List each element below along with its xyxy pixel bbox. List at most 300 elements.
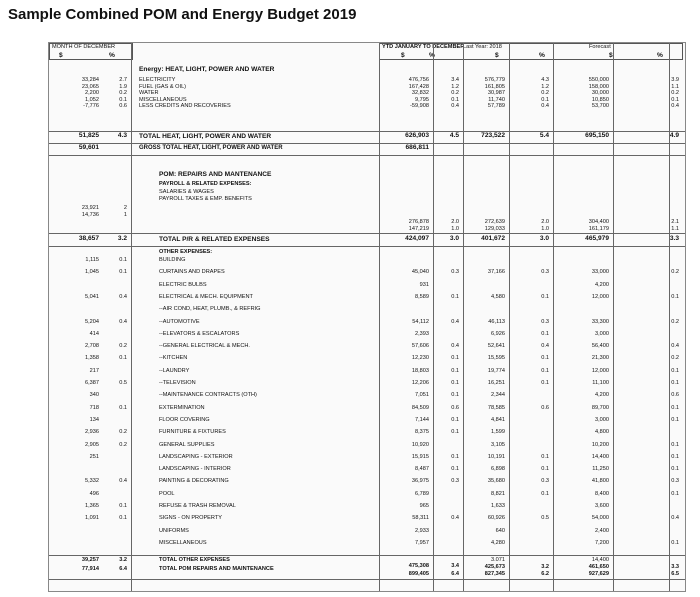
- cell: 0.2: [119, 441, 127, 448]
- cell: 7,957: [415, 539, 429, 546]
- other-expense-label: --KITCHEN: [159, 355, 188, 362]
- cell: 0.2: [119, 90, 127, 96]
- cell: 0.1: [671, 539, 679, 546]
- other-expense-label: --MAINTENANCE CONTRACTS (OTH): [159, 392, 257, 399]
- cell: 10,191: [487, 453, 505, 460]
- cell: 33,000: [591, 269, 609, 276]
- other-expense-label: LANDSCAPING - INTERIOR: [159, 466, 231, 473]
- cell: 0.1: [671, 416, 679, 423]
- cell: 4,580: [491, 293, 505, 300]
- cell: 0.1: [541, 330, 549, 337]
- cell: 965: [419, 503, 429, 509]
- payroll-month-pct-col: [109, 205, 127, 218]
- cell: 1,115: [85, 257, 99, 263]
- cell: 30,000: [591, 90, 609, 96]
- payroll-ytd-pct-col: [439, 219, 459, 232]
- cell: 54,112: [412, 318, 429, 325]
- cell: 18,803: [411, 367, 429, 374]
- cell: 0.4: [451, 103, 459, 109]
- cell: 3,105: [491, 441, 505, 448]
- cell: 686,811: [405, 144, 429, 151]
- cell: 2,200: [85, 90, 99, 96]
- cell: 0.1: [671, 453, 679, 460]
- cell: 0.1: [541, 355, 549, 362]
- cell: 425,673: [484, 564, 505, 570]
- cell: 12,000: [591, 367, 609, 374]
- cell: 0.3: [541, 478, 549, 485]
- cell: 3.2: [119, 557, 127, 563]
- cell: 0.2: [119, 343, 127, 350]
- energy-item: MISCELLANEOUS: [139, 96, 187, 103]
- cell: 84,509: [411, 404, 429, 411]
- ytd-header: YTD JANUARY TO DECEMBER: [382, 44, 465, 50]
- cell: 0.1: [671, 293, 679, 300]
- cell: 10,200: [591, 441, 609, 448]
- cell: 3.0: [449, 235, 459, 242]
- cell: 38,657: [78, 235, 99, 242]
- cell: 8,375: [415, 429, 429, 436]
- cell: 4,200: [595, 281, 609, 288]
- energy-item: FUEL (GAS & OIL): [139, 83, 187, 90]
- cell: 0.1: [451, 453, 459, 460]
- cell: 0.1: [119, 257, 127, 263]
- budget-sheet: [48, 42, 686, 592]
- cell: 414: [89, 330, 99, 337]
- payroll-fc-col: [559, 219, 609, 232]
- other-expense-label: EXTERMINATION: [159, 404, 205, 411]
- cell: 23,065: [81, 83, 99, 90]
- cell: 15,595: [487, 355, 505, 362]
- cell: 8,487: [415, 466, 429, 473]
- cell: 1.9: [119, 83, 127, 90]
- ly-dollar-header: $: [495, 52, 499, 59]
- cell: 4,200: [595, 392, 609, 399]
- cell: 0.3: [671, 478, 679, 485]
- cell: 12,230: [411, 355, 429, 362]
- cell: 0.1: [541, 453, 549, 460]
- cell: 0.2: [541, 90, 549, 96]
- cell: 0.1: [119, 355, 127, 362]
- cell: 14,400: [591, 453, 609, 460]
- cell: 0.3: [451, 269, 459, 276]
- cell: 41,800: [591, 478, 609, 485]
- cell: 1.1: [671, 83, 679, 90]
- payroll-items: [159, 189, 252, 202]
- cell: 465,979: [585, 235, 609, 242]
- other-expense-label: REFUSE & TRASH REMOVAL: [159, 503, 236, 509]
- cell: 6.2: [541, 571, 549, 577]
- cell: 2,905: [85, 441, 99, 448]
- cell: 3,000: [595, 330, 609, 337]
- cell: 53,700: [591, 103, 609, 109]
- cell: 0.3: [451, 478, 459, 485]
- cell: 0.1: [119, 96, 127, 103]
- cell: 4.5: [449, 132, 459, 139]
- cell: 0.3: [541, 318, 549, 325]
- cell: 0.5: [541, 515, 549, 522]
- cell: 0.1: [451, 392, 459, 399]
- cell: 1.0: [541, 225, 549, 232]
- cell: 276,878: [408, 219, 429, 225]
- energy-item: ELECTRICITY: [139, 77, 176, 83]
- other-expense-label: LANDSCAPING - EXTERIOR: [159, 453, 233, 460]
- cell: -7,776: [83, 103, 99, 109]
- cell: 718: [89, 404, 99, 411]
- cell: 0.4: [119, 293, 127, 300]
- payroll-total-label: TOTAL P/R & RELATED EXPENSES: [159, 236, 270, 243]
- other-expense-label: GENERAL SUPPLIES: [159, 441, 215, 448]
- cell: 8,400: [595, 490, 609, 497]
- cell: 0.1: [671, 404, 679, 411]
- other-expense-label: POOL: [159, 490, 175, 497]
- cell: 0.1: [451, 293, 459, 300]
- cell: 0.5: [119, 380, 127, 386]
- cell: 12,000: [591, 293, 609, 300]
- cell: 931: [419, 281, 429, 288]
- cell: 161,179: [588, 225, 609, 232]
- cell: 0.4: [671, 103, 679, 109]
- cell: 46,113: [488, 318, 505, 325]
- cell: 0.1: [451, 355, 459, 362]
- ytd-pct-header: %: [429, 52, 435, 59]
- other-expense-label: MISCELLANEOUS: [159, 539, 207, 546]
- cell: 3.3: [669, 235, 679, 242]
- energy-fc-pct-col: [649, 77, 679, 110]
- pom-title: POM: REPAIRS AND MANTENANCE: [159, 171, 272, 178]
- cell: 251: [89, 453, 99, 460]
- cell: 0.1: [671, 490, 679, 497]
- ly-pct-header: %: [539, 52, 545, 59]
- cell: 56,400: [591, 343, 609, 350]
- other-expense-label: CURTAINS AND DRAPES: [159, 269, 225, 276]
- other-expense-label: --GENERAL ELECTRICAL & MECH.: [159, 343, 250, 350]
- cell: 3.4: [451, 77, 459, 83]
- cell: 4.3: [541, 77, 549, 83]
- forecast-header: Forecast: [589, 44, 611, 50]
- payroll-month-col: [51, 205, 99, 218]
- cell: 0.1: [541, 96, 549, 103]
- cell: 58,311: [412, 515, 429, 522]
- month-header: MONTH OF DECEMBER: [52, 44, 116, 50]
- other-expense-label: PAINTING & DECORATING: [159, 478, 229, 485]
- energy-gross-total-label: GROSS TOTAL HEAT, LIGHT, POWER AND WATER: [139, 145, 283, 151]
- cell: 0.1: [671, 380, 679, 386]
- cell: 2.0: [541, 219, 549, 225]
- cell: 3.071: [491, 557, 505, 563]
- cell: 695,150: [585, 132, 609, 139]
- energy-total-label: TOTAL HEAT, LIGHT, POWER AND WATER: [139, 133, 272, 140]
- cell: 2.1: [671, 219, 679, 225]
- cell: 0.1: [541, 293, 549, 300]
- cell: 8,589: [415, 293, 429, 300]
- other-expense-label: --AUTOMOTIVE: [159, 318, 200, 325]
- cell: 59,601: [78, 144, 99, 151]
- fc-pct-header: %: [657, 52, 663, 59]
- cell: 6,387: [85, 380, 99, 386]
- other-expense-label: UNIFORMS: [159, 527, 189, 534]
- cell: 77,914: [81, 566, 99, 572]
- cell: 1.1: [671, 225, 679, 232]
- cell: 1,599: [491, 429, 505, 436]
- cell: 9,795: [415, 96, 429, 103]
- cell: 33,284: [81, 77, 99, 83]
- cell: 5,041: [85, 293, 99, 300]
- cell: 57,789: [487, 103, 505, 109]
- cell: 1.0: [451, 225, 459, 232]
- cell: 272,639: [484, 219, 505, 225]
- cell: 52,641: [487, 343, 505, 350]
- cell: 0.6: [541, 404, 549, 411]
- cell: 10,920: [411, 441, 429, 448]
- fc-dollar-header: $: [609, 52, 613, 59]
- cell: 0.2: [671, 90, 679, 96]
- cell: 496: [89, 490, 99, 497]
- cell: 0.1: [541, 367, 549, 374]
- cell: 15,915: [411, 453, 429, 460]
- cell: 1,358: [85, 355, 99, 362]
- cell: 2,936: [85, 429, 99, 436]
- cell: 89,700: [591, 404, 609, 411]
- cell: 5,204: [85, 318, 99, 325]
- cell: 827,345: [484, 571, 505, 577]
- cell: 54,000: [591, 515, 609, 522]
- cell: 0.4: [119, 318, 127, 325]
- cell: 3.9: [671, 77, 679, 83]
- cell: 57,606: [411, 343, 429, 350]
- cell: 6,789: [415, 490, 429, 497]
- cell: 0.4: [671, 343, 679, 350]
- cell: 0.2: [671, 269, 679, 276]
- cell: 12,206: [411, 380, 429, 386]
- cell: 60,926: [487, 515, 505, 522]
- cell: 1.2: [451, 83, 459, 90]
- cell: 45,040: [411, 269, 429, 276]
- cell: 0.2: [671, 355, 679, 362]
- cell: 461,650: [588, 564, 609, 570]
- cell: 2,400: [595, 527, 609, 534]
- cell: 147,219: [408, 225, 429, 232]
- cell: 35,680: [487, 478, 505, 485]
- cell: 11,100: [592, 380, 609, 386]
- cell: 0.1: [119, 503, 127, 509]
- cell: 4.3: [117, 132, 127, 139]
- energy-title: Energy: HEAT, LIGHT, POWER AND WATER: [139, 66, 275, 73]
- cell: 0.6: [671, 392, 679, 399]
- other-expense-label: FURNITURE & FIXTURES: [159, 429, 226, 436]
- cell: 14,400: [591, 557, 609, 563]
- cell: 3.0: [539, 235, 549, 242]
- cell: 3.4: [451, 563, 459, 569]
- last-year-header: Last Year: 2018: [463, 44, 502, 50]
- cell: 1.2: [541, 83, 549, 90]
- payroll-title: PAYROLL & RELATED EXPENSES:: [159, 181, 252, 187]
- cell: 0.1: [671, 441, 679, 448]
- cell: 161,805: [484, 83, 505, 90]
- cell: 167,428: [408, 83, 429, 90]
- cell: 3.2: [541, 564, 549, 570]
- cell: 2,393: [415, 330, 429, 337]
- cell: 2.0: [451, 219, 459, 225]
- cell: 475,308: [408, 563, 429, 569]
- cell: 0.4: [671, 515, 679, 522]
- cell: 5.4: [539, 132, 549, 139]
- other-expense-label: --AIR COND, HEAT, PLUMB., & REFRIG: [159, 306, 261, 313]
- cell: 3.3: [671, 564, 679, 570]
- energy-ytd-pct-col: [439, 77, 459, 110]
- cell: 0.1: [671, 96, 679, 103]
- grand-total-label: TOTAL POM REPAIRS AND MAINTENANCE: [159, 566, 274, 572]
- payroll-item: SALARIES & WAGES: [159, 189, 214, 195]
- cell: 0.4: [541, 103, 549, 109]
- cell: 0.4: [451, 343, 459, 350]
- cell: 4,800: [595, 429, 609, 436]
- other-expense-label: SIGNS - ON PROPERTY: [159, 515, 222, 522]
- cell: 401,672: [481, 235, 505, 242]
- cell: 19,774: [487, 367, 505, 374]
- cell: 0.6: [119, 103, 127, 109]
- cell: 51,825: [78, 132, 99, 139]
- cell: 2,933: [415, 527, 429, 534]
- cell: 0.1: [451, 96, 459, 103]
- payroll-ly-col: [467, 219, 505, 232]
- energy-item: LESS CREDITS AND RECOVERIES: [139, 103, 231, 109]
- cell: 6.4: [451, 571, 459, 577]
- payroll-ytd-col: [383, 219, 429, 232]
- cell: 33,300: [591, 318, 609, 325]
- cell: 37,166: [487, 269, 505, 276]
- cell: 36,975: [411, 478, 429, 485]
- cell: 6,898: [491, 466, 505, 473]
- other-expense-label: --LAUNDRY: [159, 367, 190, 374]
- cell: 0.1: [119, 269, 127, 276]
- energy-items: [139, 77, 231, 110]
- cell: 0.2: [671, 318, 679, 325]
- cell: 4,280: [491, 539, 505, 546]
- cell: 0.4: [541, 343, 549, 350]
- cell: 340: [89, 392, 99, 399]
- payroll-fc-pct-col: [649, 219, 679, 232]
- cell: 0.1: [119, 404, 127, 411]
- cell: 16,251: [487, 380, 505, 386]
- cell: 1,365: [85, 503, 99, 509]
- cell: 7,051: [415, 392, 429, 399]
- cell: 32,832: [411, 90, 429, 96]
- cell: 14,736: [81, 211, 99, 218]
- cell: 1,052: [85, 96, 99, 103]
- cell: 7,144: [415, 416, 429, 423]
- cell: 1,091: [85, 515, 99, 522]
- cell: 1: [123, 211, 127, 218]
- cell: 1,633: [491, 503, 505, 509]
- cell: 0.1: [451, 367, 459, 374]
- cell: 6.5: [671, 571, 679, 577]
- cell: 21,300: [591, 355, 609, 362]
- cell: 129,033: [484, 225, 505, 232]
- ytd-dollar-header: $: [401, 52, 405, 59]
- other-expense-label: ELECTRICAL & MECH. EQUIPMENT: [159, 293, 253, 300]
- cell: 723,522: [481, 132, 505, 139]
- cell: 0.1: [451, 380, 459, 386]
- cell: 304,400: [588, 219, 609, 225]
- cell: 0.1: [451, 466, 459, 473]
- cell: 0.1: [671, 367, 679, 374]
- cell: 626,903: [405, 132, 429, 139]
- energy-month-col: [51, 77, 99, 110]
- cell: 0.6: [451, 404, 459, 411]
- cell: 6.4: [119, 566, 127, 572]
- cell: 0.2: [451, 90, 459, 96]
- energy-month-pct-col: [109, 77, 127, 110]
- cell: 10,850: [591, 96, 609, 103]
- cell: 4,841: [491, 416, 505, 423]
- cell: 0.2: [119, 429, 127, 436]
- cell: 476,756: [408, 77, 429, 83]
- payroll-item: PAYROLL TAXES & EMP. BENEFITS: [159, 195, 252, 202]
- cell: 927,629: [588, 571, 609, 577]
- month-pct-header: %: [109, 52, 115, 59]
- cell: 78,585: [487, 404, 505, 411]
- cell: 0.1: [451, 429, 459, 436]
- cell: 640: [495, 527, 505, 534]
- cell: 2,708: [85, 343, 99, 350]
- cell: 2,344: [491, 392, 505, 399]
- cell: 0.4: [119, 478, 127, 485]
- other-expenses-title: OTHER EXPENSES:: [159, 249, 213, 255]
- cell: 39,257: [81, 557, 99, 563]
- cell: 3,600: [595, 503, 609, 509]
- cell: 576,779: [484, 77, 505, 83]
- cell: 158,000: [588, 83, 609, 90]
- energy-fc-col: [559, 77, 609, 110]
- other-expense-label: ELECTRIC BULBS: [159, 281, 207, 288]
- cell: 899,405: [408, 571, 429, 577]
- page-title: Sample Combined POM and Energy Budget 2019: [8, 6, 357, 23]
- cell: 550,000: [588, 77, 609, 83]
- cell: 424,097: [405, 235, 429, 242]
- energy-ly-col: [467, 77, 505, 110]
- other-expense-label: --TELEVISION: [159, 380, 196, 386]
- energy-item: WATER: [139, 90, 159, 96]
- cell: 0.3: [541, 269, 549, 276]
- cell: 4.9: [669, 132, 679, 139]
- cell: 30,987: [487, 90, 505, 96]
- cell: 1,045: [85, 269, 99, 276]
- cell: 6,926: [491, 330, 505, 337]
- cell: -59,908: [410, 103, 429, 109]
- energy-ytd-col: [383, 77, 429, 110]
- cell: 0.1: [671, 466, 679, 473]
- energy-ly-pct-col: [529, 77, 549, 110]
- cell: 217: [89, 367, 99, 374]
- month-dollar-header: $: [59, 52, 63, 59]
- cell: 3,000: [595, 416, 609, 423]
- cell: 11,740: [488, 96, 505, 103]
- other-expense-label: FLOOR COVERING: [159, 416, 210, 423]
- payroll-ly-pct-col: [529, 219, 549, 232]
- cell: 134: [89, 416, 99, 423]
- other-expense-label: --ELEVATORS & ESCALATORS: [159, 330, 240, 337]
- cell: 0.4: [451, 318, 459, 325]
- other-total-label: TOTAL OTHER EXPENSES: [159, 557, 230, 563]
- cell: 2: [123, 205, 127, 211]
- cell: 0.1: [119, 515, 127, 522]
- cell: 0.1: [541, 466, 549, 473]
- cell: 11,250: [592, 466, 609, 473]
- cell: 0.1: [541, 380, 549, 386]
- other-expense-label: BUILDING: [159, 257, 186, 263]
- cell: 5,332: [85, 478, 99, 485]
- cell: 0.1: [541, 490, 549, 497]
